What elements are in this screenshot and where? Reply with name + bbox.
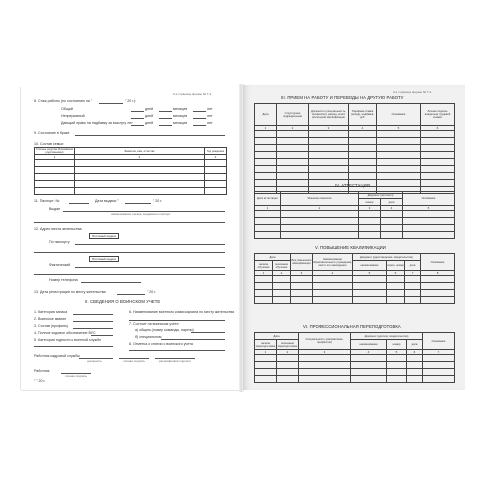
col-department: Структурное подразделение [277,104,309,126]
military-section-title: II. СВЕДЕНИЯ О ВОИНСКОМ УЧЕТЕ [85,299,161,304]
military-item-8: 8. Отметка о снятии с воинского учета [129,342,193,346]
r-sub-name: наименование [351,340,387,350]
q-sub-end: окончания обучения [273,261,291,271]
passport-year: " 20 г. [153,199,163,203]
page-header-note: 2-я страница формы № Т-2 [173,92,212,96]
military-item-7a: а) общем (номер команды, партии) [135,328,194,332]
col-date: Дата [255,104,277,126]
page-header-note: 3-я страница формы № Т-2 [393,90,432,94]
postal-index-box-2: Почтовый индекс [89,256,119,262]
q-sub-name: наименование [353,261,387,271]
section-6-title: VI. ПРОФЕССИОНАЛЬНАЯ ПЕРЕПОДГОТОВКА [303,324,401,329]
family-col-name: Фамилия, имя, отчество [75,148,205,155]
unit-days: дней [145,107,154,111]
section-4-title: IV. АТТЕСТАЦИЯ [335,183,370,188]
section-3-title: III. ПРИЕМ НА РАБОТУ И ПЕРЕВОДЫ НА ДРУГУЮ РАБОТУ [281,95,404,100]
section-10-label: 10. Состав семьи: [34,142,65,146]
q-col-date: Дата [255,254,291,261]
sig-caption-signature: личная подпись [123,359,146,363]
section-11-label: 11. Паспорт: № [34,199,60,203]
r-col-specialty: Специальность (направление, профессия) [299,333,351,350]
q-sub-series: серия, номер [387,261,405,271]
family-col-relation: Степень родства (ближайшие родственники) [35,148,74,154]
section-8-label: 8. Стаж работы (по состоянию на " [34,99,93,103]
q-sub-start: начала обучения [255,261,273,271]
col-salary: Тарифная ставка (оклад), надбавка, руб. [349,104,377,126]
sig-caption-position: должность [87,359,102,363]
att-col-decision: Решение комиссии [281,192,359,206]
r-col-basis: Основание [423,333,455,350]
att-col-document: Документ (протокол) [359,192,403,199]
unit-days: дней [145,114,154,118]
passport-date-label: Дата выдачи " [95,199,119,203]
section-9-label: 9. Состояние в браке [34,131,70,135]
r-sub-number: номер [387,340,407,350]
military-item-7: 7. Состоит на воинском учете: [129,322,180,326]
seniority-row-total: Общий [61,107,73,111]
signature-date: " " 20 г. [34,379,46,383]
signature-employee-label: Работник [34,369,50,373]
r-sub-start: начала переподготовки [255,341,276,348]
q-col-institution: Наименование образовательного учреждения, место его нахождения [313,254,353,271]
military-item-1: 1. Категория запаса [34,310,68,314]
r-col-document: Документ (диплом, свидетельство) [351,333,423,340]
military-item-5: 5. Категория годности к военной службе [34,338,102,342]
unit-years: лет [207,114,213,118]
unit-days: дней [145,121,154,125]
r-col-date: Дата [255,333,299,340]
att-sub-number: номер [359,199,381,206]
family-col-year: Год рождения [205,148,227,155]
attestation-table: Дата аттестации Решение комиссии Документ (протокол) Основание номер дата 1 2 3 4 5 [254,191,455,239]
postal-index-box: Почтовый индекс [89,233,119,239]
q-sub-date: дата [405,261,421,271]
att-col-date: Дата аттестации [255,192,281,206]
passport-issued-label: Выдан [49,207,61,211]
seniority-row-continuous: Непрерывный [61,114,85,118]
right-page [243,85,465,390]
unit-years: лет [207,107,213,111]
passport-issued-caption: наименование органа, выдавшего паспорт [111,212,171,216]
military-item-2: 2. Воинское звание [34,317,67,321]
q-col-type: Вид повышения квалификации [291,254,313,271]
r-sub-date: дата [407,340,423,350]
section-5-title: V. ПОВЫШЕНИЕ КВАЛИФИКАЦИИ [315,245,386,250]
col-position: Должность (специальность, профессия), разряд, класс (категория) квалификации [309,104,349,126]
family-table: Степень родства (ближайшие родственники) Фамилия, имя, отчество Год рождения 1 2 3 [34,147,227,195]
section-13-label: 13. Дата регистрации по месту жительства [34,290,106,294]
address-actual: Фактический [49,263,71,267]
military-item-3: 3. Состав (профиль) [34,324,69,328]
qualification-table: Дата Вид повышения квалификации Наименование образовательного учреждения, место его нахождения Документ (удостоверение, свидетельство) Основание начала обучения окончания обучения наименование серия, номер дата 1 2 3 4 5 6 7 8 [254,253,455,304]
military-item-6: 6. Наименование военного комиссариата по месту жительства [129,310,235,314]
left-page [21,87,239,390]
employment-table: Дата Структурное подразделение Должность (специальность, профессия), разряд, класс (категория) квалификации Тарифная ставка (оклад), надбавка, руб. Основание Личная подпись владельца трудовой книжки 1 2 3 4 5 6 [254,103,455,194]
unit-months: месяцев [173,107,188,111]
att-sub-date: дата [381,199,403,206]
address-by-passport: По паспорту [49,240,70,244]
att-col-basis: Основание [403,192,455,206]
col-signature: Личная подпись владельца трудовой книжки [421,104,455,126]
section-8-suffix: " 20 г.): [125,99,137,103]
q-col-basis: Основание [421,254,455,271]
unit-months: месяцев [173,121,188,125]
retraining-table: Дата Специальность (направление, профессия) Документ (диплом, свидетельство) Основание начала переподготовки окончания переподготовки наименование номер дата 1 2 3 4 5 6 7 [254,332,455,383]
phone-label: Номер телефона [49,278,78,282]
section-12-label: 12. Адрес места жительства: [34,227,83,231]
signature-hr-label: Работник кадровой службы [34,354,80,358]
unit-years: лет [207,121,213,125]
seniority-row-bonus: Дающий право на надбавку за выслугу лет [61,121,133,125]
q-col-document: Документ (удостоверение, свидетельство) [353,254,421,261]
sig-employee-caption: личная подпись [65,374,88,378]
col-basis: Основание [377,104,421,126]
unit-months: месяцев [173,114,188,118]
sig-caption-decoding: расшифровка подписи [159,359,191,363]
registration-date: " 20 г. [147,290,157,294]
military-item-4: 4. Полное кодовое обозначение ВУС [34,331,96,335]
r-sub-end: окончания переподготовки [277,341,298,348]
military-item-7b: б) специальном [135,335,162,339]
